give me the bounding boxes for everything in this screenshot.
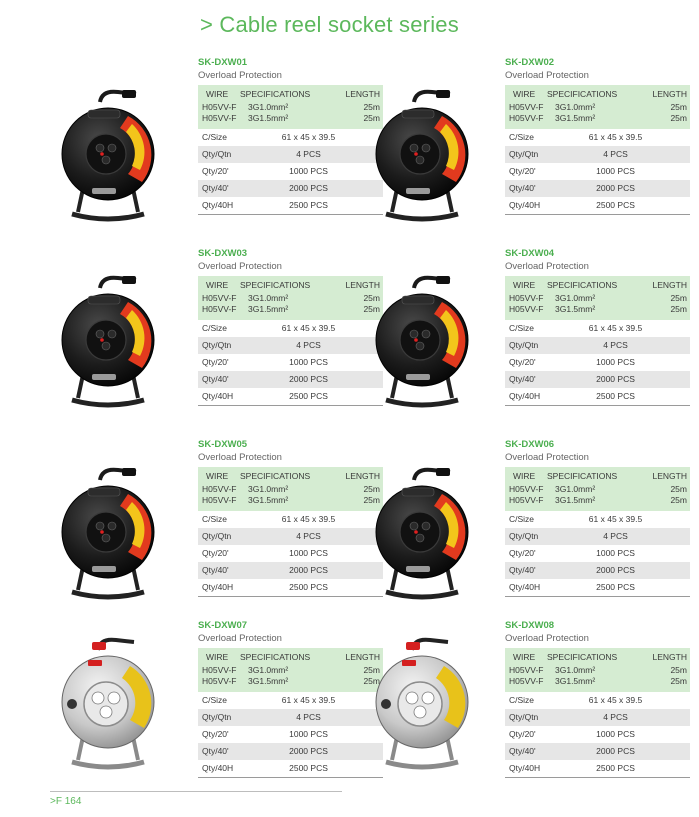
qty-per-carton-row: [198, 709, 383, 726]
qty-per-carton-label: Qty/Qtn: [202, 712, 232, 722]
qty-20ft-label: Qty/20': [509, 357, 536, 367]
qty-20ft-value: 1000 PCS: [289, 548, 328, 558]
wire-spec: 3G1.5mm²: [248, 304, 289, 314]
product-card: [198, 56, 383, 215]
cable-reel-photo: [58, 84, 158, 234]
carton-size-value: 61 x 45 x 39.5: [281, 514, 336, 524]
wire-type: H05VV-F: [509, 484, 544, 494]
qty-per-carton-row: [505, 146, 690, 163]
qty-20ft-label: Qty/20': [202, 548, 229, 558]
wire-length: 25m: [670, 665, 687, 675]
cable-reel-photo: [58, 462, 158, 612]
cable-reel-photo: [372, 632, 472, 782]
qty-40ft-row: [198, 180, 383, 197]
wire-spec-block: [505, 467, 690, 511]
qty-40hq-row: [505, 579, 690, 597]
wire-length: 25m: [363, 102, 380, 112]
qty-per-carton-row: [198, 337, 383, 354]
wire-spec: 3G1.5mm²: [555, 113, 596, 123]
qty-40hq-label: Qty/40H: [509, 391, 541, 401]
qty-20ft-value: 1000 PCS: [596, 357, 635, 367]
qty-40ft-row: [505, 371, 690, 388]
qty-40ft-row: [505, 562, 690, 579]
wire-header: WIRE: [513, 280, 536, 290]
wire-type: H05VV-F: [509, 293, 544, 303]
qty-40hq-label: Qty/40H: [509, 763, 541, 773]
wire-header: WIRE: [513, 652, 536, 662]
qty-40hq-row: [198, 388, 383, 406]
wire-spec: 3G1.5mm²: [555, 304, 596, 314]
qty-20ft-row: [505, 545, 690, 562]
wire-spec: 3G1.0mm²: [555, 665, 596, 675]
page-number: >F 164: [50, 796, 82, 807]
carton-size-value: 61 x 45 x 39.5: [281, 132, 336, 142]
length-header: LENGTH: [652, 89, 687, 99]
qty-40hq-row: [505, 760, 690, 778]
qty-20ft-row: [505, 354, 690, 371]
qty-20ft-value: 1000 PCS: [596, 548, 635, 558]
qty-40ft-value: 2000 PCS: [289, 746, 328, 756]
wire-spec: 3G1.5mm²: [555, 495, 596, 505]
qty-20ft-value: 1000 PCS: [289, 166, 328, 176]
qty-per-carton-row: [505, 709, 690, 726]
carton-size-row: [198, 511, 383, 528]
qty-per-carton-value: 4 PCS: [603, 340, 628, 350]
qty-40hq-value: 2500 PCS: [596, 391, 635, 401]
qty-20ft-row: [505, 163, 690, 180]
qty-40hq-value: 2500 PCS: [289, 200, 328, 210]
qty-40ft-label: Qty/40': [509, 183, 536, 193]
wire-length: 25m: [670, 113, 687, 123]
qty-20ft-row: [198, 726, 383, 743]
product-description: Overload Protection: [505, 633, 589, 644]
length-header: LENGTH: [652, 652, 687, 662]
length-header: LENGTH: [345, 89, 380, 99]
wire-spec: 3G1.0mm²: [248, 102, 289, 112]
carton-size-value: 61 x 45 x 39.5: [588, 695, 643, 705]
carton-size-row: [505, 511, 690, 528]
qty-40ft-value: 2000 PCS: [289, 183, 328, 193]
qty-20ft-value: 1000 PCS: [596, 729, 635, 739]
qty-20ft-label: Qty/20': [202, 357, 229, 367]
product-card: [505, 247, 690, 406]
qty-per-carton-row: [198, 146, 383, 163]
length-header: LENGTH: [345, 280, 380, 290]
wire-type: H05VV-F: [509, 113, 544, 123]
qty-20ft-value: 1000 PCS: [596, 166, 635, 176]
cable-reel-photo: [372, 84, 472, 234]
product-card: [198, 247, 383, 406]
product-card: [505, 438, 690, 597]
product-card: [198, 619, 383, 778]
wire-header: WIRE: [206, 280, 229, 290]
product-card: [505, 619, 690, 778]
wire-spec: 3G1.0mm²: [248, 665, 289, 675]
qty-20ft-row: [505, 726, 690, 743]
wire-spec-block: [505, 648, 690, 692]
qty-40hq-row: [198, 579, 383, 597]
qty-40ft-label: Qty/40': [202, 374, 229, 384]
product-model: SK-DXW04: [505, 248, 555, 259]
spec-header: SPECIFICATIONS: [240, 89, 311, 99]
wire-length: 25m: [670, 484, 687, 494]
qty-per-carton-value: 4 PCS: [603, 531, 628, 541]
product-model: SK-DXW02: [505, 57, 555, 68]
wire-type: H05VV-F: [202, 484, 237, 494]
carton-size-row: [505, 320, 690, 337]
qty-40hq-value: 2500 PCS: [289, 582, 328, 592]
qty-per-carton-value: 4 PCS: [603, 712, 628, 722]
qty-20ft-value: 1000 PCS: [289, 729, 328, 739]
qty-per-carton-label: Qty/Qtn: [509, 712, 539, 722]
carton-size-value: 61 x 45 x 39.5: [281, 323, 336, 333]
wire-type: H05VV-F: [202, 304, 237, 314]
wire-header: WIRE: [513, 89, 536, 99]
product-card: [198, 438, 383, 597]
qty-40hq-label: Qty/40H: [509, 582, 541, 592]
qty-per-carton-value: 4 PCS: [296, 149, 321, 159]
wire-spec-block: [198, 85, 383, 129]
qty-40hq-label: Qty/40H: [202, 200, 234, 210]
wire-type: H05VV-F: [509, 676, 544, 686]
qty-per-carton-row: [198, 528, 383, 545]
product-model: SK-DXW01: [198, 57, 248, 68]
wire-spec-block: [505, 276, 690, 320]
wire-spec: 3G1.5mm²: [555, 676, 596, 686]
wire-type: H05VV-F: [509, 665, 544, 675]
product-model: SK-DXW05: [198, 439, 248, 450]
qty-40ft-label: Qty/40': [509, 565, 536, 575]
wire-spec: 3G1.5mm²: [248, 676, 289, 686]
wire-length: 25m: [363, 484, 380, 494]
wire-length: 25m: [363, 293, 380, 303]
wire-spec-block: [198, 648, 383, 692]
wire-length: 25m: [670, 304, 687, 314]
carton-size-row: [198, 320, 383, 337]
product-description: Overload Protection: [505, 261, 589, 272]
qty-per-carton-value: 4 PCS: [296, 712, 321, 722]
qty-40hq-row: [505, 388, 690, 406]
qty-40hq-value: 2500 PCS: [596, 200, 635, 210]
qty-40hq-value: 2500 PCS: [289, 391, 328, 401]
spec-header: SPECIFICATIONS: [547, 652, 618, 662]
qty-20ft-label: Qty/20': [202, 729, 229, 739]
wire-length: 25m: [670, 293, 687, 303]
wire-type: H05VV-F: [202, 676, 237, 686]
qty-per-carton-label: Qty/Qtn: [509, 149, 539, 159]
qty-40ft-value: 2000 PCS: [289, 565, 328, 575]
wire-spec-block: [198, 276, 383, 320]
product-card: [505, 56, 690, 215]
carton-size-label: C/Size: [202, 695, 228, 705]
wire-type: H05VV-F: [509, 495, 544, 505]
product-description: Overload Protection: [198, 452, 282, 463]
carton-size-value: 61 x 45 x 39.5: [588, 323, 643, 333]
qty-40ft-label: Qty/40': [202, 746, 229, 756]
spec-header: SPECIFICATIONS: [240, 652, 311, 662]
wire-length: 25m: [670, 495, 687, 505]
wire-type: H05VV-F: [202, 113, 237, 123]
product-model: SK-DXW03: [198, 248, 248, 259]
cable-reel-photo: [58, 270, 158, 420]
cable-reel-photo: [372, 462, 472, 612]
spec-header: SPECIFICATIONS: [240, 280, 311, 290]
wire-spec-block: [505, 85, 690, 129]
qty-20ft-row: [198, 354, 383, 371]
qty-20ft-row: [198, 545, 383, 562]
qty-40ft-value: 2000 PCS: [596, 565, 635, 575]
wire-spec: 3G1.0mm²: [248, 484, 289, 494]
wire-type: H05VV-F: [202, 102, 237, 112]
qty-40hq-label: Qty/40H: [202, 391, 234, 401]
wire-length: 25m: [363, 495, 380, 505]
wire-length: 25m: [670, 102, 687, 112]
product-model: SK-DXW08: [505, 620, 555, 631]
qty-40hq-label: Qty/40H: [509, 200, 541, 210]
product-description: Overload Protection: [198, 70, 282, 81]
carton-size-row: [505, 129, 690, 146]
qty-40ft-row: [505, 180, 690, 197]
qty-40ft-value: 2000 PCS: [596, 183, 635, 193]
cable-reel-photo: [372, 270, 472, 420]
qty-per-carton-label: Qty/Qtn: [509, 340, 539, 350]
wire-spec: 3G1.5mm²: [248, 495, 289, 505]
qty-20ft-label: Qty/20': [509, 729, 536, 739]
spec-header: SPECIFICATIONS: [547, 280, 618, 290]
wire-header: WIRE: [206, 89, 229, 99]
qty-40hq-value: 2500 PCS: [289, 763, 328, 773]
wire-spec: 3G1.0mm²: [555, 484, 596, 494]
qty-40hq-label: Qty/40H: [202, 582, 234, 592]
wire-length: 25m: [363, 304, 380, 314]
wire-type: H05VV-F: [202, 495, 237, 505]
qty-per-carton-label: Qty/Qtn: [202, 340, 232, 350]
qty-40hq-value: 2500 PCS: [596, 763, 635, 773]
wire-length: 25m: [363, 113, 380, 123]
cable-reel-photo: [58, 632, 158, 782]
qty-per-carton-row: [505, 337, 690, 354]
qty-40ft-value: 2000 PCS: [289, 374, 328, 384]
length-header: LENGTH: [345, 652, 380, 662]
carton-size-label: C/Size: [202, 132, 228, 142]
qty-per-carton-label: Qty/Qtn: [202, 149, 232, 159]
qty-40ft-label: Qty/40': [202, 183, 229, 193]
product-description: Overload Protection: [198, 261, 282, 272]
qty-40ft-row: [198, 743, 383, 760]
qty-40hq-row: [505, 197, 690, 215]
wire-spec: 3G1.0mm²: [555, 102, 596, 112]
carton-size-label: C/Size: [509, 514, 535, 524]
product-model: SK-DXW07: [198, 620, 248, 631]
qty-40ft-label: Qty/40': [509, 746, 536, 756]
wire-length: 25m: [363, 665, 380, 675]
qty-40ft-row: [198, 562, 383, 579]
qty-40hq-label: Qty/40H: [202, 763, 234, 773]
carton-size-value: 61 x 45 x 39.5: [281, 695, 336, 705]
qty-20ft-label: Qty/20': [509, 166, 536, 176]
carton-size-row: [198, 692, 383, 709]
page-title: > Cable reel socket series: [200, 12, 459, 37]
wire-type: H05VV-F: [202, 665, 237, 675]
wire-spec: 3G1.0mm²: [555, 293, 596, 303]
qty-20ft-row: [198, 163, 383, 180]
qty-20ft-value: 1000 PCS: [289, 357, 328, 367]
qty-40hq-value: 2500 PCS: [596, 582, 635, 592]
carton-size-row: [505, 692, 690, 709]
wire-type: H05VV-F: [509, 304, 544, 314]
qty-20ft-label: Qty/20': [509, 548, 536, 558]
product-description: Overload Protection: [505, 70, 589, 81]
carton-size-label: C/Size: [509, 323, 535, 333]
spec-header: SPECIFICATIONS: [240, 471, 311, 481]
qty-40ft-value: 2000 PCS: [596, 746, 635, 756]
carton-size-label: C/Size: [509, 695, 535, 705]
qty-40hq-row: [198, 760, 383, 778]
qty-per-carton-value: 4 PCS: [296, 531, 321, 541]
spec-header: SPECIFICATIONS: [547, 471, 618, 481]
wire-type: H05VV-F: [509, 102, 544, 112]
qty-per-carton-label: Qty/Qtn: [202, 531, 232, 541]
length-header: LENGTH: [652, 471, 687, 481]
qty-40ft-value: 2000 PCS: [596, 374, 635, 384]
wire-spec: 3G1.5mm²: [248, 113, 289, 123]
wire-length: 25m: [670, 676, 687, 686]
product-model: SK-DXW06: [505, 439, 555, 450]
qty-40ft-row: [505, 743, 690, 760]
wire-header: WIRE: [206, 652, 229, 662]
product-description: Overload Protection: [198, 633, 282, 644]
qty-40ft-label: Qty/40': [509, 374, 536, 384]
wire-spec: 3G1.0mm²: [248, 293, 289, 303]
carton-size-label: C/Size: [509, 132, 535, 142]
qty-per-carton-label: Qty/Qtn: [509, 531, 539, 541]
spec-header: SPECIFICATIONS: [547, 89, 618, 99]
product-description: Overload Protection: [505, 452, 589, 463]
carton-size-label: C/Size: [202, 514, 228, 524]
carton-size-row: [198, 129, 383, 146]
qty-per-carton-value: 4 PCS: [296, 340, 321, 350]
footer-divider: [50, 791, 342, 792]
qty-20ft-label: Qty/20': [202, 166, 229, 176]
qty-40ft-row: [198, 371, 383, 388]
qty-40hq-row: [198, 197, 383, 215]
wire-spec-block: [198, 467, 383, 511]
carton-size-value: 61 x 45 x 39.5: [588, 514, 643, 524]
wire-length: 25m: [363, 676, 380, 686]
length-header: LENGTH: [345, 471, 380, 481]
carton-size-value: 61 x 45 x 39.5: [588, 132, 643, 142]
wire-header: WIRE: [206, 471, 229, 481]
qty-per-carton-row: [505, 528, 690, 545]
carton-size-label: C/Size: [202, 323, 228, 333]
qty-per-carton-value: 4 PCS: [603, 149, 628, 159]
wire-type: H05VV-F: [202, 293, 237, 303]
wire-header: WIRE: [513, 471, 536, 481]
qty-40ft-label: Qty/40': [202, 565, 229, 575]
length-header: LENGTH: [652, 280, 687, 290]
